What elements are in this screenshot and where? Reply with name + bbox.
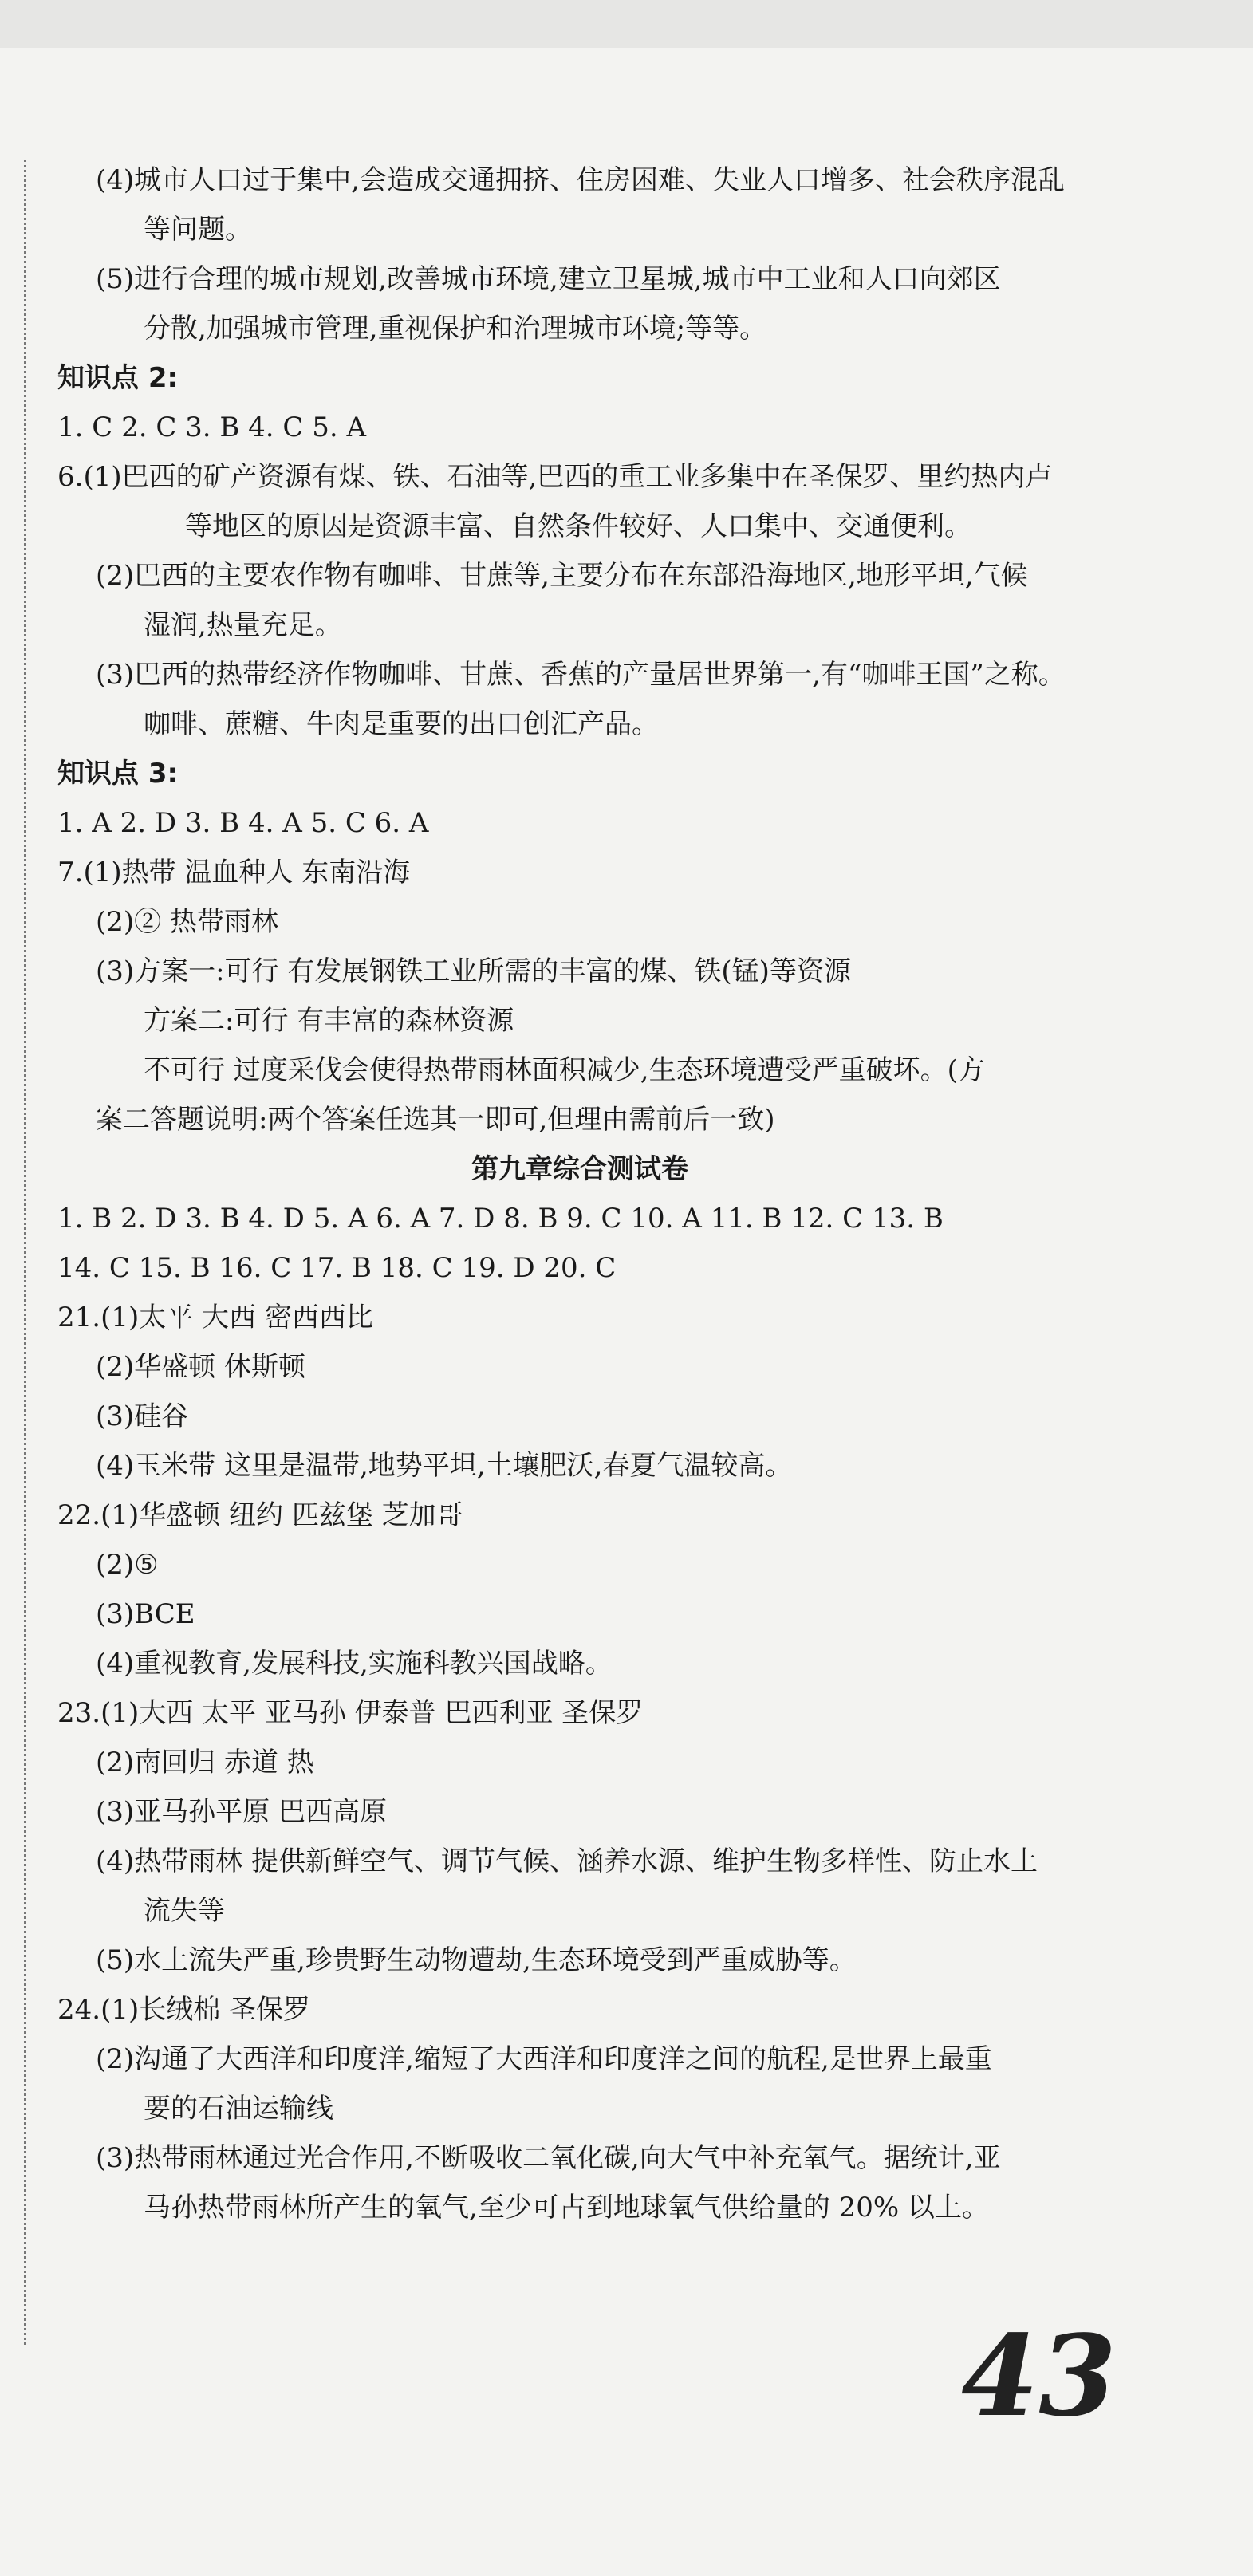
answer-line: 1. B 2. D 3. B 4. D 5. A 6. A 7. D 8. B 9. C 10. A 11. B 12. C 13. B	[57, 1203, 944, 1235]
section-heading: 知识点 3:	[57, 758, 179, 790]
page-top-shadow	[0, 0, 1253, 48]
answer-line: (2)华盛顿 休斯顿	[96, 1351, 305, 1383]
answer-line: (2)巴西的主要农作物有咖啡、甘蔗等,主要分布在东部沿海地区,地形平坦,气候	[96, 560, 1028, 592]
answer-line: 23.(1)大西 太平 亚马孙 伊泰普 巴西利亚 圣保罗	[57, 1697, 644, 1729]
answer-line: (2)南回归 赤道 热	[96, 1747, 314, 1778]
answer-line: 湿润,热量充足。	[144, 609, 342, 641]
answer-line: 6.(1)巴西的矿产资源有煤、铁、石油等,巴西的重工业多集中在圣保罗、里约热内卢	[57, 461, 1053, 493]
answer-line: 1. C 2. C 3. B 4. C 5. A	[57, 412, 367, 443]
answer-line: 咖啡、蔗糖、牛肉是重要的出口创汇产品。	[144, 708, 659, 740]
answer-line: 等地区的原因是资源丰富、自然条件较好、人口集中、交通便利。	[185, 510, 971, 542]
answer-line: 流失等	[144, 1895, 225, 1927]
answer-line: (3)热带雨林通过光合作用,不断吸收二氧化碳,向大气中补充氧气。据统计,亚	[96, 2142, 1001, 2174]
answer-line: (4)玉米带 这里是温带,地势平坦,土壤肥沃,春夏气温较高。	[96, 1450, 793, 1482]
answer-line: (2)⑤	[96, 1549, 159, 1581]
answer-line: (4)城市人口过于集中,会造成交通拥挤、住房困难、失业人口增多、社会秩序混乱	[96, 164, 1065, 196]
answer-line: 要的石油运输线	[144, 2093, 333, 2125]
answer-line: 22.(1)华盛顿 纽约 匹兹堡 芝加哥	[57, 1499, 463, 1531]
answer-line: (3)硅谷	[96, 1400, 189, 1432]
answer-line: (3)BCE	[96, 1598, 195, 1630]
answer-line: (2)沟通了大西洋和印度洋,缩短了大西洋和印度洋之间的航程,是世界上最重	[96, 2043, 992, 2075]
answer-line: (4)重视教育,发展科技,实施科教兴国战略。	[96, 1648, 613, 1680]
answer-line: (5)进行合理的城市规划,改善城市环境,建立卫星城,城市中工业和人口向郊区	[96, 263, 1001, 295]
page-number: 43	[961, 2311, 1117, 2442]
answer-content	[57, 156, 1102, 2232]
chapter-title: 第九章综合测试卷	[471, 1153, 688, 1185]
answer-line: (5)水土流失严重,珍贵野生动物遭劫,生态环境受到严重威胁等。	[96, 1944, 857, 1976]
answer-line: 7.(1)热带 温血种人 东南沿海	[57, 857, 411, 888]
answer-line: 等问题。	[144, 214, 252, 246]
answer-line: 14. C 15. B 16. C 17. B 18. C 19. D 20. C	[57, 1252, 617, 1284]
answer-line: 21.(1)太平 大西 密西西比	[57, 1302, 373, 1333]
answer-line: (3)巴西的热带经济作物咖啡、甘蔗、香蕉的产量居世界第一,有“咖啡王国”之称。	[96, 659, 1066, 691]
answer-line: (3)方案一:可行 有发展钢铁工业所需的丰富的煤、铁(锰)等资源	[96, 955, 851, 987]
answer-line: 案二答题说明:两个答案任选其一即可,但理由需前后一致)	[96, 1104, 775, 1136]
answer-line: 方案二:可行 有丰富的森林资源	[144, 1005, 514, 1037]
answer-line: (3)亚马孙平原 巴西高原	[96, 1796, 387, 1828]
answer-line: (4)热带雨林 提供新鲜空气、调节气候、涵养水源、维护生物多样性、防止水土	[96, 1845, 1038, 1877]
dotted-cut-line	[24, 160, 26, 2345]
answer-line: 1. A 2. D 3. B 4. A 5. C 6. A	[57, 807, 429, 839]
answer-line: 不可行 过度采伐会使得热带雨林面积减少,生态环境遭受严重破坏。(方	[144, 1054, 985, 1086]
section-heading: 知识点 2:	[57, 362, 179, 394]
answer-line: 24.(1)长绒棉 圣保罗	[57, 1994, 311, 2026]
answer-line: 分散,加强城市管理,重视保护和治理城市环境;等等。	[144, 313, 767, 345]
answer-line: 马孙热带雨林所产生的氧气,至少可占到地球氧气供给量的 20% 以上。	[144, 2192, 989, 2223]
answer-line: (2)② 热带雨林	[96, 906, 278, 938]
